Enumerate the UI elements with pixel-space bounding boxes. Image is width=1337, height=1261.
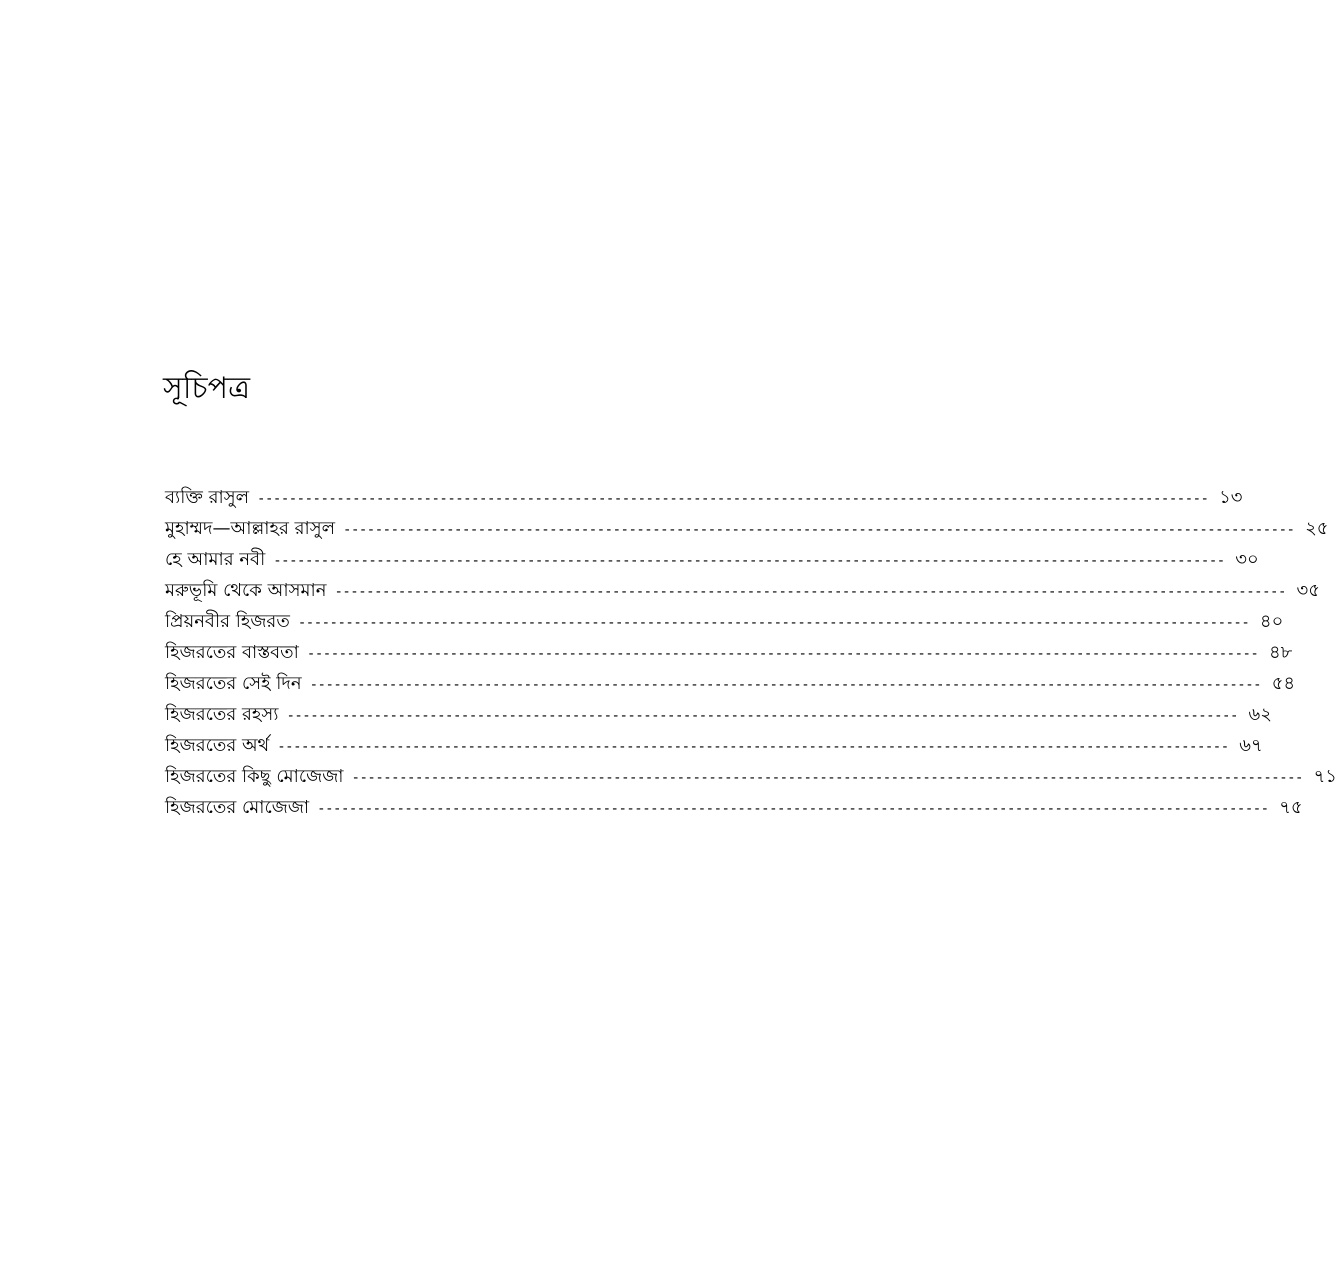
toc-entry-title: হিজরতের কিছু মোজেজা bbox=[165, 766, 344, 787]
page-title: সূচিপত্র bbox=[163, 371, 250, 406]
dot-leader: ------------------------------------------------------------------------------------------------------------------------ bbox=[306, 646, 1259, 662]
dot-leader: ------------------------------------------------------------------------------------------------------------------------ bbox=[351, 770, 1303, 786]
dot-leader: ------------------------------------------------------------------------------------------------------------------------ bbox=[257, 491, 1209, 507]
toc-entry[interactable] bbox=[165, 606, 1284, 637]
toc-page-number: ৩৫ bbox=[1296, 580, 1320, 601]
dot-leader: ------------------------------------------------------------------------------------------------------------------------ bbox=[317, 801, 1269, 817]
toc-page-number: ৪০ bbox=[1259, 611, 1284, 632]
toc-entry[interactable] bbox=[165, 668, 1296, 699]
toc-entry[interactable] bbox=[165, 792, 1303, 823]
dot-leader: ------------------------------------------------------------------------------------------------------------------------ bbox=[309, 677, 1262, 693]
dot-leader: ------------------------------------------------------------------------------------------------------------------------ bbox=[343, 522, 1295, 538]
toc-entry-title: ব্যক্তি রাসুল bbox=[165, 487, 250, 508]
toc-entry[interactable] bbox=[165, 513, 1329, 544]
toc-page-number: ৩০ bbox=[1235, 549, 1259, 570]
toc-entry-title: হে আমার নবী bbox=[165, 549, 266, 570]
toc-page-number: ১৩ bbox=[1219, 487, 1243, 508]
dot-leader: ------------------------------------------------------------------------------------------------------------------------ bbox=[334, 584, 1286, 600]
toc-entry-title: হিজরতের অর্থ bbox=[165, 735, 270, 756]
toc-page-number: ৬২ bbox=[1248, 704, 1272, 725]
toc-entry[interactable] bbox=[165, 637, 1293, 668]
toc-entry[interactable] bbox=[165, 544, 1259, 575]
toc-entry-title: মুহাম্মদ—আল্লাহর রাসুল bbox=[165, 518, 336, 539]
toc-page-number: ৭১ bbox=[1313, 766, 1337, 787]
dot-leader: ------------------------------------------------------------------------------------------------------------------------ bbox=[273, 553, 1225, 569]
toc-page-number: ২৫ bbox=[1305, 518, 1329, 539]
dot-leader: ------------------------------------------------------------------------------------------------------------------------ bbox=[297, 615, 1250, 631]
toc-entry-title: হিজরতের মোজেজা bbox=[165, 797, 310, 818]
toc-entry-title: হিজরতের সেই দিন bbox=[165, 673, 302, 694]
table-of-contents bbox=[165, 482, 1337, 823]
dot-leader: ------------------------------------------------------------------------------------------------------------------------ bbox=[277, 739, 1229, 755]
toc-entry[interactable] bbox=[165, 699, 1272, 730]
toc-entry[interactable] bbox=[165, 575, 1320, 606]
toc-page-number: ৬৭ bbox=[1239, 735, 1263, 756]
toc-entry-title: প্রিয়নবীর হিজরত bbox=[165, 611, 290, 632]
toc-entry[interactable] bbox=[165, 730, 1263, 761]
dot-leader: ------------------------------------------------------------------------------------------------------------------------ bbox=[286, 708, 1238, 724]
toc-entry-title: হিজরতের বাস্তবতা bbox=[165, 642, 299, 663]
toc-entry[interactable] bbox=[165, 761, 1337, 792]
toc-entry-title: মরুভূমি থেকে আসমান bbox=[165, 580, 327, 601]
toc-entry[interactable] bbox=[165, 482, 1243, 513]
toc-entry-title: হিজরতের রহস্য bbox=[165, 704, 279, 725]
toc-page-number: ৭৫ bbox=[1279, 797, 1303, 818]
toc-page-number: ৪৮ bbox=[1268, 642, 1293, 663]
toc-page-number: ৫৪ bbox=[1271, 673, 1296, 694]
